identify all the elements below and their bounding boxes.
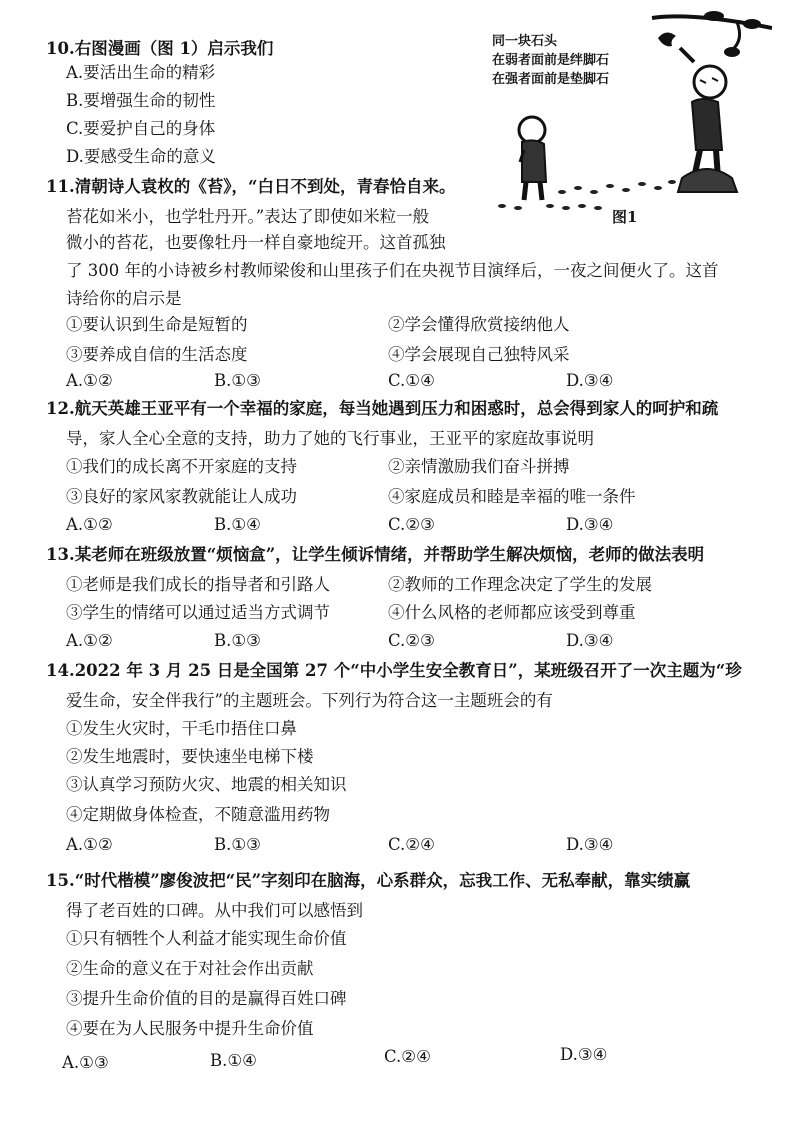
q12-choice: B.①④: [214, 515, 261, 534]
q12-statement: ②亲情激励我们奋斗拼搏: [388, 457, 570, 476]
q15-statement: ③提升生命价值的目的是赢得百姓口碑: [66, 989, 347, 1008]
q12-stem-line: 12.航天英雄王亚平有一个幸福的家庭，每当她遇到压力和困惑时，总会得到家人的呵护和疏: [46, 399, 719, 418]
q14-statement: ②发生地震时，要快速坐电梯下楼: [66, 747, 314, 766]
q15-stem-line: 15.“时代楷模”廖俊波把“民”字刻印在脑海，心系群众，忘我工作、无私奉献，靠实绩赢: [46, 871, 691, 890]
q10-option: C.要爱护自己的身体: [66, 119, 216, 138]
q11-stem-line: 苔花如米小，也学牡丹开。”表达了即使如米粒一般: [66, 207, 430, 226]
q12-choice: C.②③: [388, 515, 435, 534]
q12-statement: ①我们的成长离不开家庭的支持: [66, 457, 297, 476]
q13-choice: B.①③: [214, 631, 261, 650]
q14-statement: ④定期做身体检查，不随意滥用药物: [66, 805, 330, 824]
q11-stem-line: 了 300 年的小诗被乡村教师梁俊和山里孩子们在央视节目演绎后，一夜之间便火了。这首: [66, 261, 719, 280]
q11-stem-line: 诗给你的启示是: [66, 289, 182, 308]
q11-statement: ③要养成自信的生活态度: [66, 345, 248, 364]
q14-statement: ①发生火灾时，干毛巾捂住口鼻: [66, 719, 297, 738]
q13-statement: ①老师是我们成长的指导者和引路人: [66, 575, 330, 594]
q11-statement: ①要认识到生命是短暂的: [66, 315, 248, 334]
q12-statement: ③良好的家风家教就能让人成功: [66, 487, 297, 506]
q15-statement: ①只有牺牲个人利益才能实现生命价值: [66, 929, 347, 948]
q12-statement: ④家庭成员和睦是幸福的唯一条件: [388, 487, 636, 506]
q15-choice: B.①④: [210, 1051, 257, 1070]
q10-option: A.要活出生命的精彩: [66, 63, 216, 82]
cartoon-caption-line: 在弱者面前是绊脚石: [492, 53, 610, 68]
q14-choice: A.①②: [66, 835, 113, 854]
q10-stem: 10.右图漫画（图 1）启示我们: [46, 39, 274, 58]
q15-statement: ②生命的意义在于对社会作出贡献: [66, 959, 314, 978]
q11-statement: ②学会懂得欣赏接纳他人: [388, 315, 570, 334]
q14-stem-line: 爱生命，安全伴我行”的主题班会。下列行为符合这一主题班会的有: [66, 691, 553, 710]
q12-choice: A.①②: [66, 515, 113, 534]
q10-option: D.要感受生命的意义: [66, 147, 216, 166]
q10-option: B.要增强生命的韧性: [66, 91, 216, 110]
q12-stem-line: 导，家人全心全意的支持，助力了她的飞行事业，王亚平的家庭故事说明: [66, 429, 594, 448]
q11-choice: C.①④: [388, 371, 435, 390]
cartoon-caption: [492, 32, 609, 89]
q15-choice: A.①③: [62, 1053, 109, 1072]
q14-stem-line: 14.2022 年 3 月 25 日是全国第 27 个“中小学生安全教育日”，某班级召开了一次主题为“珍: [46, 661, 742, 680]
cartoon-caption-line: 在强者面前是垫脚石: [492, 72, 610, 87]
q14-statement: ③认真学习预防火灾、地震的相关知识: [66, 775, 347, 794]
q11-choice: D.③④: [566, 371, 614, 390]
q11-choice: A.①②: [66, 371, 113, 390]
q13-choice: A.①②: [66, 631, 113, 650]
q13-choice: C.②③: [388, 631, 435, 650]
cartoon-caption-line: 同一块石头: [492, 34, 558, 49]
q15-choice: D.③④: [560, 1045, 608, 1064]
q14-choice: D.③④: [566, 835, 614, 854]
q11-stem-line: 11.清朝诗人袁枚的《苔》，“白日不到处，青春恰自来。: [46, 177, 456, 196]
q12-choice: D.③④: [566, 515, 614, 534]
figure-label: 图1: [612, 208, 638, 226]
q11-stem-line: 微小的苔花，也要像牡丹一样自豪地绽开。这首孤独: [66, 233, 446, 252]
q15-stem-line: 得了老百姓的口碑。从中我们可以感悟到: [66, 901, 363, 920]
q13-choice: D.③④: [566, 631, 614, 650]
q11-choice: B.①③: [214, 371, 261, 390]
q15-choice: C.②④: [384, 1047, 431, 1066]
q13-statement: ③学生的情绪可以通过适当方式调节: [66, 603, 330, 622]
q14-choice: B.①③: [214, 835, 261, 854]
q13-stem-line: 13.某老师在班级放置“烦恼盒”，让学生倾诉情绪，并帮助学生解决烦恼，老师的做法表明: [46, 545, 705, 564]
q14-choice: C.②④: [388, 835, 435, 854]
q13-statement: ②教师的工作理念决定了学生的发展: [388, 575, 652, 594]
q13-statement: ④什么风格的老师都应该受到尊重: [388, 603, 636, 622]
q11-statement: ④学会展现自己独特风采: [388, 345, 570, 364]
q15-statement: ④要在为人民服务中提升生命价值: [66, 1019, 314, 1038]
